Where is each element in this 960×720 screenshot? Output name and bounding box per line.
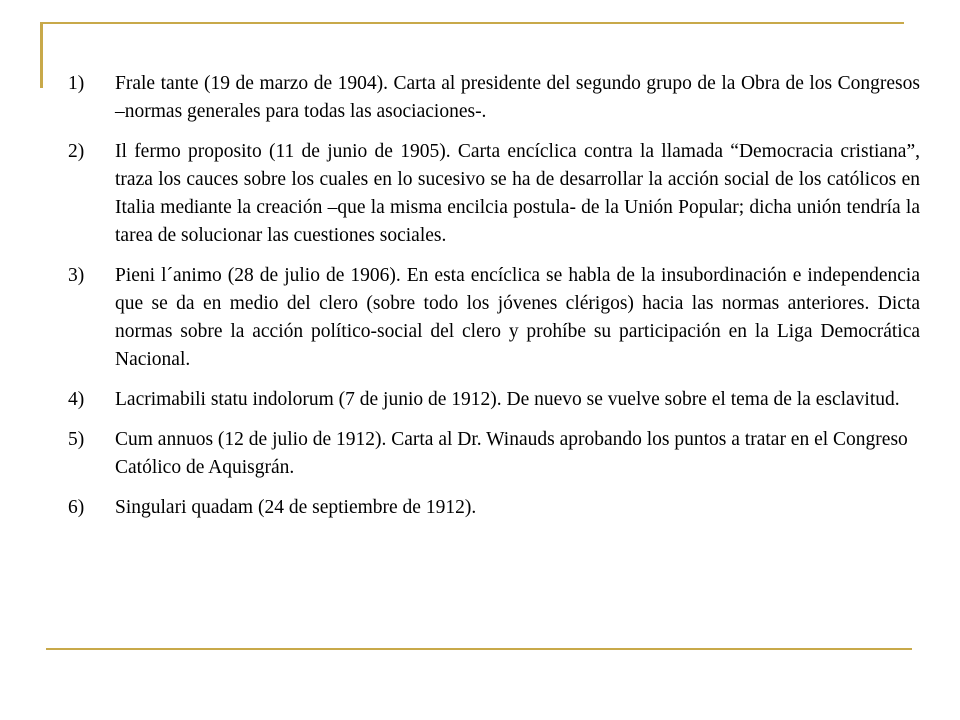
bottom-decorative-line xyxy=(46,648,912,650)
list-item-text: Pieni l´animo (28 de julio de 1906). En esta encíclica se habla de la insubordinación e independencia que se da en medio del clero (sobre todo los jóvenes clérigos) hacia las normas anteriores. Dicta normas sobre la acción político-social del clero y prohíbe su participación en la Liga Democrática Nacional. xyxy=(115,265,920,370)
list-item-number: 3) xyxy=(68,265,85,286)
top-decorative-line xyxy=(40,22,904,24)
list-item xyxy=(68,426,920,482)
numbered-list xyxy=(68,70,920,534)
list-item xyxy=(68,70,920,126)
left-decorative-line xyxy=(40,22,43,88)
list-item-number: 5) xyxy=(68,429,85,450)
list-item xyxy=(68,138,920,250)
list-item-text: Singulari quadam (24 de septiembre de 1912). xyxy=(115,497,477,518)
list-item-number: 4) xyxy=(68,389,85,410)
list-item xyxy=(68,262,920,374)
list-item-number: 6) xyxy=(68,497,85,518)
list-item-number: 2) xyxy=(68,141,85,162)
list-item xyxy=(68,494,920,522)
list-item-number: 1) xyxy=(68,73,85,94)
list-item-text: Cum annuos (12 de julio de 1912). Carta al Dr. Winauds aprobando los puntos a tratar en el Congreso Católico de Aquisgrán. xyxy=(115,429,908,478)
list-item xyxy=(68,386,920,414)
list-item-text: Il fermo proposito (11 de junio de 1905). Carta encíclica contra la llamada “Democracia cristiana”, traza los cauces sobre los cuales en lo sucesivo se ha de desarrollar la acción social de los católicos en Italia mediante la creación –que la misma encilcia postula- de la Unión Popular; dicha unión tendría la tarea de solucionar las cuestiones sociales. xyxy=(115,141,920,246)
list-item-text: Frale tante (19 de marzo de 1904). Carta al presidente del segundo grupo de la Obra de los Congresos –normas generales para todas las asociaciones-. xyxy=(115,73,920,122)
list-item-text: Lacrimabili statu indolorum (7 de junio de 1912). De nuevo se vuelve sobre el tema de la esclavitud. xyxy=(115,389,900,410)
